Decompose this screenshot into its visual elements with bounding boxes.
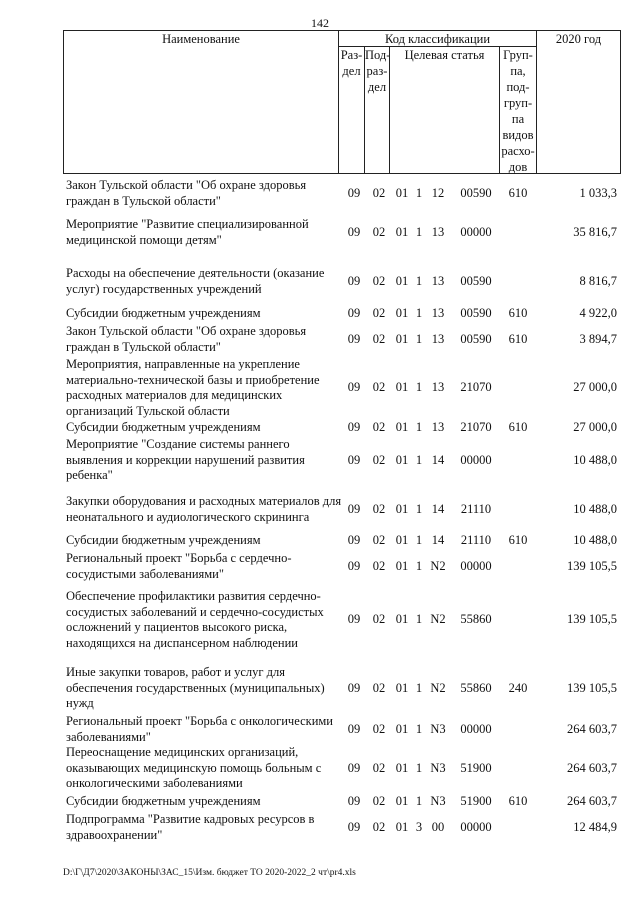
header-subsection: Под- раз- дел <box>364 46 390 174</box>
table-row <box>63 794 621 810</box>
row-name: Иные закупки товаров, работ и услуг для обеспечения государственных (муниципальных) нужд <box>66 665 325 711</box>
table-row <box>63 437 621 485</box>
row-c1: 01 <box>395 794 409 808</box>
header-section: Раз- дел <box>338 46 365 174</box>
row-c2: 1 <box>415 332 423 346</box>
row-amount: 264 603,7 <box>567 722 617 736</box>
row-rz: 09 <box>347 274 361 288</box>
row-vr: 610 <box>508 186 528 200</box>
row-name: Закупки оборудования и расходных материалов для неонатального и аудиологического скрининга <box>66 494 342 524</box>
row-amount: 139 105,5 <box>567 681 617 695</box>
row-c4: 21110 <box>460 502 492 516</box>
row-c2: 1 <box>415 722 423 736</box>
row-c4: 00000 <box>460 453 492 467</box>
row-c4: 00000 <box>460 225 492 239</box>
row-rz: 09 <box>347 612 361 626</box>
row-name: Субсидии бюджетным учреждениям <box>66 533 261 547</box>
row-name: Подпрограмма "Развитие кадровых ресурсов в здравоохранении" <box>66 812 315 842</box>
row-amount: 264 603,7 <box>567 794 617 808</box>
row-rz: 09 <box>347 502 361 516</box>
row-c3: N2 <box>430 612 446 626</box>
row-c1: 01 <box>395 612 409 626</box>
row-rz: 09 <box>347 380 361 394</box>
row-rz: 09 <box>347 794 361 808</box>
row-name: Закон Тульской области "Об охране здоровья граждан в Тульской области" <box>66 324 307 354</box>
row-c3: 13 <box>431 225 445 239</box>
row-name: Мероприятие "Создание системы раннего выявления и коррекции нарушений развития ребенка" <box>66 437 305 483</box>
row-c4: 21110 <box>460 533 492 547</box>
row-amount: 10 488,0 <box>573 502 617 516</box>
table-row <box>63 357 621 419</box>
row-pr: 02 <box>372 612 386 626</box>
row-amount: 139 105,5 <box>567 559 617 573</box>
row-name: Субсидии бюджетным учреждениям <box>66 794 261 808</box>
table-row <box>63 812 621 844</box>
row-c1: 01 <box>395 332 409 346</box>
row-pr: 02 <box>372 502 386 516</box>
row-c3: N3 <box>430 722 446 736</box>
row-c3: 13 <box>431 332 445 346</box>
row-name: Закон Тульской области "Об охране здоровья граждан в Тульской области" <box>66 178 307 208</box>
table-row <box>63 178 621 210</box>
row-vr: 610 <box>508 533 528 547</box>
row-amount: 10 488,0 <box>573 453 617 467</box>
row-c1: 01 <box>395 820 409 834</box>
row-pr: 02 <box>372 453 386 467</box>
row-c4: 00590 <box>460 306 492 320</box>
row-pr: 02 <box>372 794 386 808</box>
row-c1: 01 <box>395 559 409 573</box>
row-c2: 1 <box>415 502 423 516</box>
row-rz: 09 <box>347 681 361 695</box>
row-amount: 12 484,9 <box>573 820 617 834</box>
row-rz: 09 <box>347 453 361 467</box>
row-pr: 02 <box>372 225 386 239</box>
row-amount: 27 000,0 <box>573 380 617 394</box>
row-c1: 01 <box>395 225 409 239</box>
row-vr: 610 <box>508 420 528 434</box>
table-row <box>63 324 621 356</box>
row-name: Обеспечение профилактики развития сердечно-сосудистых заболеваний и сердечно-сосудистых осложнений у пациентов высокого риска, находящихся на диспансерном наблюдении <box>66 589 324 650</box>
row-pr: 02 <box>372 722 386 736</box>
row-amount: 10 488,0 <box>573 533 617 547</box>
table-row <box>63 665 621 713</box>
row-c4: 00000 <box>460 722 492 736</box>
row-c2: 1 <box>415 533 423 547</box>
page-number: 142 <box>311 16 329 30</box>
row-pr: 02 <box>372 820 386 834</box>
row-rz: 09 <box>347 533 361 547</box>
row-c1: 01 <box>395 274 409 288</box>
row-c1: 01 <box>395 533 409 547</box>
row-pr: 02 <box>372 559 386 573</box>
row-amount: 3 894,7 <box>579 332 617 346</box>
row-rz: 09 <box>347 306 361 320</box>
row-c1: 01 <box>395 722 409 736</box>
header-name: Наименование <box>63 30 339 174</box>
table-row <box>63 589 621 651</box>
row-pr: 02 <box>372 306 386 320</box>
row-c2: 1 <box>415 380 423 394</box>
row-c1: 01 <box>395 306 409 320</box>
row-pr: 02 <box>372 420 386 434</box>
row-c3: 14 <box>431 533 445 547</box>
row-c1: 01 <box>395 681 409 695</box>
row-c3: 13 <box>431 420 445 434</box>
table-row <box>63 551 621 583</box>
row-rz: 09 <box>347 332 361 346</box>
row-c2: 1 <box>415 186 423 200</box>
row-pr: 02 <box>372 380 386 394</box>
row-c4: 00000 <box>460 559 492 573</box>
table-row <box>63 533 621 549</box>
row-c2: 1 <box>415 420 423 434</box>
row-amount: 4 922,0 <box>579 306 617 320</box>
row-c2: 1 <box>415 681 423 695</box>
row-c4: 00000 <box>460 820 492 834</box>
row-c1: 01 <box>395 186 409 200</box>
table-row <box>63 266 621 298</box>
row-vr: 610 <box>508 332 528 346</box>
row-rz: 09 <box>347 186 361 200</box>
row-c3: N3 <box>430 761 446 775</box>
row-amount: 264 603,7 <box>567 761 617 775</box>
row-vr: 240 <box>508 681 528 695</box>
row-c2: 1 <box>415 274 423 288</box>
row-amount: 139 105,5 <box>567 612 617 626</box>
row-pr: 02 <box>372 186 386 200</box>
row-name: Мероприятия, направленные на укрепление материально-технической базы и приобретение расходных материалов для медицинских организаций Тульской области <box>66 357 320 418</box>
row-amount: 8 816,7 <box>579 274 617 288</box>
table-row <box>63 745 621 793</box>
row-c3: 13 <box>431 380 445 394</box>
file-path: D:\Г\Д7\2020\ЗАКОНЫ\ЗАС_15\Изм. бюджет ТО 2020-2022_2 чт\pr4.xls <box>63 868 356 878</box>
row-name: Региональный проект "Борьба с сердечно-сосудистыми заболеваниями" <box>66 551 292 581</box>
row-c3: 12 <box>431 186 445 200</box>
row-c1: 01 <box>395 453 409 467</box>
row-c2: 1 <box>415 761 423 775</box>
row-c1: 01 <box>395 761 409 775</box>
row-c4: 55860 <box>460 681 492 695</box>
row-pr: 02 <box>372 274 386 288</box>
row-c3: 00 <box>431 820 445 834</box>
row-c1: 01 <box>395 420 409 434</box>
table-row <box>63 714 621 746</box>
row-c1: 01 <box>395 380 409 394</box>
row-pr: 02 <box>372 761 386 775</box>
row-c3: 14 <box>431 502 445 516</box>
row-c1: 01 <box>395 502 409 516</box>
row-c2: 1 <box>415 612 423 626</box>
row-rz: 09 <box>347 820 361 834</box>
row-c2: 1 <box>415 794 423 808</box>
row-c4: 55860 <box>460 612 492 626</box>
row-name: Субсидии бюджетным учреждениям <box>66 306 261 320</box>
row-rz: 09 <box>347 420 361 434</box>
row-c4: 00590 <box>460 274 492 288</box>
row-rz: 09 <box>347 761 361 775</box>
header-code-group: Код классификации <box>338 30 537 47</box>
row-vr: 610 <box>508 306 528 320</box>
table-row <box>63 494 621 526</box>
row-c2: 1 <box>415 225 423 239</box>
row-c3: N3 <box>430 794 446 808</box>
header-target: Целевая статья <box>389 46 500 174</box>
table-row <box>63 306 621 322</box>
row-amount: 27 000,0 <box>573 420 617 434</box>
table-row <box>63 420 621 436</box>
row-rz: 09 <box>347 559 361 573</box>
row-c4: 21070 <box>460 380 492 394</box>
row-c3: 13 <box>431 274 445 288</box>
row-rz: 09 <box>347 225 361 239</box>
row-name: Региональный проект "Борьба с онкологическими заболеваниями" <box>66 714 333 744</box>
row-c3: 13 <box>431 306 445 320</box>
row-c3: N2 <box>430 681 446 695</box>
row-c4: 00590 <box>460 332 492 346</box>
row-rz: 09 <box>347 722 361 736</box>
row-pr: 02 <box>372 332 386 346</box>
row-pr: 02 <box>372 681 386 695</box>
row-name: Мероприятие "Развитие специализированной медицинской помощи детям" <box>66 217 309 247</box>
row-c4: 51900 <box>460 761 492 775</box>
row-c4: 21070 <box>460 420 492 434</box>
row-amount: 1 033,3 <box>579 186 617 200</box>
row-c4: 00590 <box>460 186 492 200</box>
row-c2: 3 <box>415 820 423 834</box>
row-name: Переоснащение медицинских организаций, оказывающих медицинскую помощь больным с онкологическими заболеваниями <box>66 745 322 791</box>
row-pr: 02 <box>372 533 386 547</box>
row-name: Субсидии бюджетным учреждениям <box>66 420 261 434</box>
row-c2: 1 <box>415 559 423 573</box>
header-year: 2020 год <box>536 30 621 174</box>
header-expense-type: Груп- па, под- груп- па видов расхо- дов <box>499 46 537 174</box>
row-c2: 1 <box>415 453 423 467</box>
table-row <box>63 217 621 249</box>
row-name: Расходы на обеспечение деятельности (оказание услуг) государственных учреждений <box>66 266 325 296</box>
row-c4: 51900 <box>460 794 492 808</box>
row-c3: 14 <box>431 453 445 467</box>
row-c2: 1 <box>415 306 423 320</box>
table-header <box>63 30 621 174</box>
row-amount: 35 816,7 <box>573 225 617 239</box>
row-vr: 610 <box>508 794 528 808</box>
row-c3: N2 <box>430 559 446 573</box>
